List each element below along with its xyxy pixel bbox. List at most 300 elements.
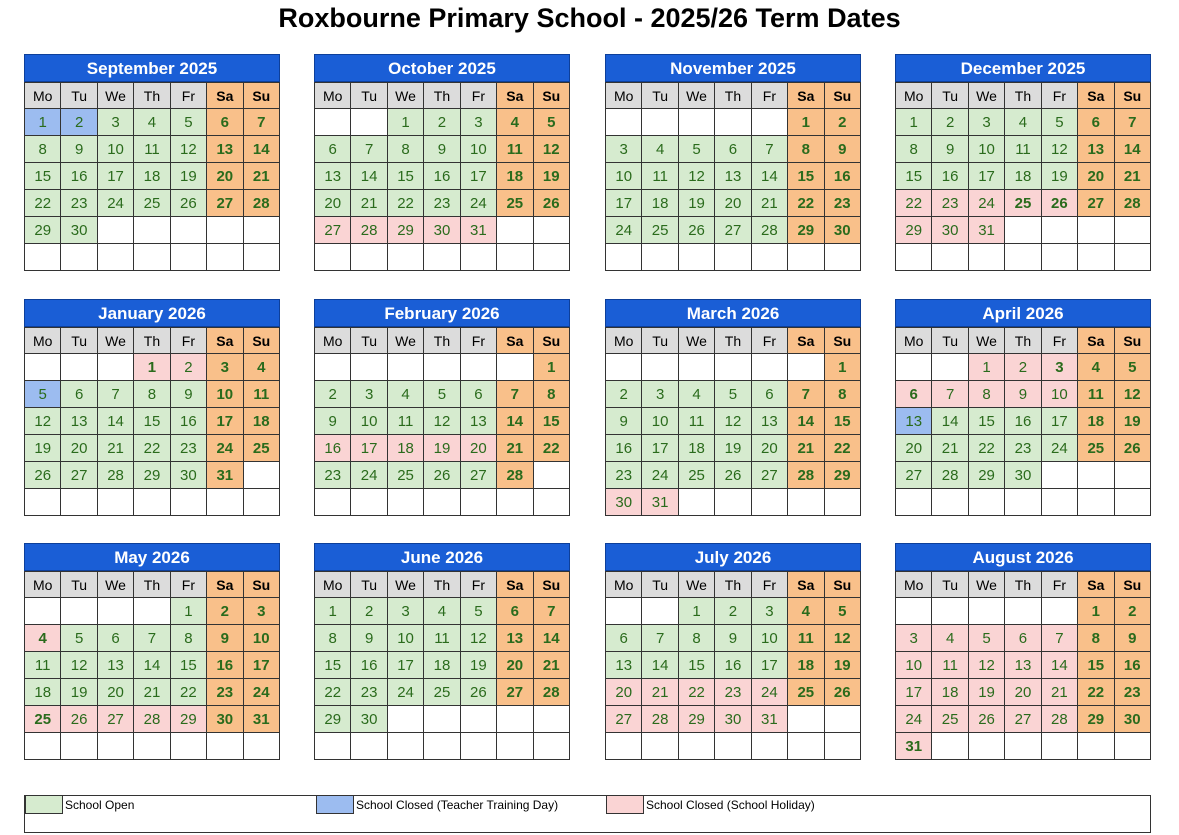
calendar-day: 29 [678, 706, 714, 733]
calendar-day: 27 [715, 217, 751, 244]
calendar-day: 31 [896, 733, 932, 760]
empty-cell [134, 598, 170, 625]
calendar-day: 9 [932, 136, 968, 163]
empty-cell [315, 489, 351, 516]
weekday-header: We [387, 328, 423, 354]
weekday-header: Th [1005, 572, 1041, 598]
empty-cell [678, 109, 714, 136]
month-title: September 2025 [24, 54, 280, 82]
calendar-day: 1 [788, 109, 824, 136]
calendar-day: 26 [715, 462, 751, 489]
month-title: October 2025 [314, 54, 570, 82]
calendar-day: 5 [25, 381, 61, 408]
calendar-day: 25 [25, 706, 61, 733]
calendar-day: 15 [387, 163, 423, 190]
calendar-day: 6 [751, 381, 787, 408]
calendar-day: 2 [315, 381, 351, 408]
calendar-day: 10 [387, 625, 423, 652]
empty-cell [751, 354, 787, 381]
calendar-day: 14 [932, 408, 968, 435]
calendar-day: 1 [533, 354, 569, 381]
calendar-day: 18 [497, 163, 533, 190]
weekday-header: Su [533, 83, 569, 109]
calendar-day: 26 [460, 679, 496, 706]
calendar-day: 27 [97, 706, 133, 733]
calendar-day: 20 [207, 163, 243, 190]
empty-cell [751, 109, 787, 136]
calendar-day: 21 [497, 435, 533, 462]
calendar-day: 11 [134, 136, 170, 163]
calendar-day: 19 [460, 652, 496, 679]
calendar-day: 9 [1114, 625, 1150, 652]
calendar-day: 3 [642, 381, 678, 408]
calendar-day: 20 [606, 679, 642, 706]
weekday-header: Tu [642, 83, 678, 109]
empty-cell [896, 489, 932, 516]
legend [24, 795, 1151, 833]
calendar-day: 3 [896, 625, 932, 652]
calendar-day: 10 [207, 381, 243, 408]
calendar-day: 27 [207, 190, 243, 217]
calendar-day: 9 [1005, 381, 1041, 408]
calendar-day: 29 [25, 217, 61, 244]
calendar-day: 23 [424, 190, 460, 217]
calendar-day: 26 [968, 706, 1004, 733]
month-title: December 2025 [895, 54, 1151, 82]
calendar-day: 31 [207, 462, 243, 489]
calendar-day: 5 [61, 625, 97, 652]
calendar-day: 19 [824, 652, 860, 679]
calendar-day: 13 [896, 408, 932, 435]
calendar-day: 6 [715, 136, 751, 163]
calendar-day: 22 [788, 190, 824, 217]
calendar-day: 3 [968, 109, 1004, 136]
calendar-day: 27 [497, 679, 533, 706]
calendar-day: 10 [968, 136, 1004, 163]
calendar-day: 5 [1041, 109, 1077, 136]
weekday-header: Tu [61, 83, 97, 109]
calendar-day: 14 [788, 408, 824, 435]
calendar-day: 13 [1078, 136, 1114, 163]
calendar-day: 18 [678, 435, 714, 462]
weekday-header: Fr [1041, 328, 1077, 354]
calendar-day: 15 [896, 163, 932, 190]
empty-cell [315, 109, 351, 136]
weekday-header: Th [424, 572, 460, 598]
calendar-day: 9 [715, 625, 751, 652]
calendar-day: 19 [1041, 163, 1077, 190]
calendar-day: 24 [207, 435, 243, 462]
calendar-day: 29 [824, 462, 860, 489]
empty-cell [497, 706, 533, 733]
calendar-day: 22 [896, 190, 932, 217]
weekday-header: Sa [497, 572, 533, 598]
weekday-header: Su [1114, 83, 1150, 109]
empty-cell [97, 244, 133, 271]
calendar-day: 8 [533, 381, 569, 408]
empty-cell [1005, 217, 1041, 244]
empty-cell [1041, 598, 1077, 625]
calendar-day: 21 [1041, 679, 1077, 706]
weekday-header: Th [134, 572, 170, 598]
calendar-day: 28 [751, 217, 787, 244]
empty-cell [424, 733, 460, 760]
month-calendar [605, 54, 861, 271]
calendar-day: 28 [134, 706, 170, 733]
calendar-day: 30 [932, 217, 968, 244]
calendar-day: 26 [678, 217, 714, 244]
calendar-day: 24 [1041, 435, 1077, 462]
calendar-day: 26 [533, 190, 569, 217]
weekday-header: Fr [170, 328, 206, 354]
empty-cell [134, 733, 170, 760]
weekday-header: Fr [751, 572, 787, 598]
calendar-day: 1 [315, 598, 351, 625]
empty-cell [170, 489, 206, 516]
calendar-day: 12 [170, 136, 206, 163]
calendar-day: 15 [533, 408, 569, 435]
empty-cell [424, 706, 460, 733]
empty-cell [932, 598, 968, 625]
calendar-day: 30 [1114, 706, 1150, 733]
calendar-day: 16 [1114, 652, 1150, 679]
weekday-header: Tu [642, 572, 678, 598]
calendar-day: 24 [642, 462, 678, 489]
empty-cell [497, 244, 533, 271]
legend-label: School Closed (Teacher Training Day) [356, 798, 559, 812]
weekday-header: Mo [606, 572, 642, 598]
weekday-header: Tu [351, 328, 387, 354]
calendar-day: 4 [134, 109, 170, 136]
calendar-day: 17 [751, 652, 787, 679]
calendar-day: 13 [1005, 652, 1041, 679]
calendar-day: 12 [61, 652, 97, 679]
empty-cell [606, 244, 642, 271]
weekday-header: Tu [932, 572, 968, 598]
weekday-header: Th [424, 83, 460, 109]
empty-cell [715, 244, 751, 271]
calendar-day: 18 [134, 163, 170, 190]
calendar-day: 27 [460, 462, 496, 489]
calendar-day: 2 [424, 109, 460, 136]
calendar-day: 15 [134, 408, 170, 435]
calendar-day: 11 [387, 408, 423, 435]
month-title: March 2026 [605, 299, 861, 327]
empty-cell [896, 244, 932, 271]
calendar-day: 21 [97, 435, 133, 462]
calendar-day: 23 [315, 462, 351, 489]
month-title: April 2026 [895, 299, 1151, 327]
empty-cell [61, 244, 97, 271]
weekday-header: Su [1114, 572, 1150, 598]
calendar-day: 16 [932, 163, 968, 190]
calendar-day: 12 [1041, 136, 1077, 163]
empty-cell [533, 217, 569, 244]
calendar-day: 8 [387, 136, 423, 163]
calendar-day: 20 [1005, 679, 1041, 706]
weekday-header: We [968, 572, 1004, 598]
calendar-day: 25 [932, 706, 968, 733]
calendar-day: 18 [642, 190, 678, 217]
empty-cell [968, 733, 1004, 760]
calendar-day: 6 [497, 598, 533, 625]
empty-cell [1078, 244, 1114, 271]
weekday-header: Th [715, 328, 751, 354]
calendar-day: 21 [751, 190, 787, 217]
calendar-day: 29 [170, 706, 206, 733]
calendar-day: 28 [351, 217, 387, 244]
weekday-header: Su [824, 572, 860, 598]
month-calendar [314, 54, 570, 271]
empty-cell [1005, 733, 1041, 760]
empty-cell [207, 217, 243, 244]
weekday-header: Fr [751, 328, 787, 354]
weekday-header: Tu [351, 83, 387, 109]
legend-swatch-open [25, 796, 63, 814]
legend-item-training [316, 796, 558, 814]
weekday-header: We [97, 83, 133, 109]
empty-cell [25, 489, 61, 516]
calendar-day: 11 [1005, 136, 1041, 163]
calendar-day: 15 [678, 652, 714, 679]
calendar-day: 20 [61, 435, 97, 462]
calendar-day: 23 [351, 679, 387, 706]
calendar-day: 11 [243, 381, 279, 408]
calendar-day: 28 [97, 462, 133, 489]
calendar-day: 15 [170, 652, 206, 679]
calendar-day: 16 [315, 435, 351, 462]
calendar-day: 26 [1114, 435, 1150, 462]
empty-cell [606, 354, 642, 381]
calendar-day: 28 [788, 462, 824, 489]
calendar-day: 18 [1005, 163, 1041, 190]
calendar-day: 8 [134, 381, 170, 408]
calendar-day: 10 [896, 652, 932, 679]
calendar-day: 17 [606, 190, 642, 217]
calendar-day: 6 [606, 625, 642, 652]
calendar-day: 19 [61, 679, 97, 706]
calendar-day: 3 [751, 598, 787, 625]
weekday-header: Sa [788, 328, 824, 354]
empty-cell [315, 244, 351, 271]
calendar-day: 10 [1041, 381, 1077, 408]
calendar-day: 1 [678, 598, 714, 625]
weekday-header: Th [715, 83, 751, 109]
calendar-day: 11 [424, 625, 460, 652]
calendar-day: 2 [606, 381, 642, 408]
calendar-day: 8 [678, 625, 714, 652]
calendar-day: 2 [207, 598, 243, 625]
calendar-day: 28 [533, 679, 569, 706]
empty-cell [243, 489, 279, 516]
calendar-day: 14 [642, 652, 678, 679]
calendar-day: 14 [1114, 136, 1150, 163]
calendar-day: 26 [424, 462, 460, 489]
calendar-day: 28 [932, 462, 968, 489]
calendar-day: 8 [25, 136, 61, 163]
month-title: January 2026 [24, 299, 280, 327]
weekday-header: We [97, 572, 133, 598]
calendar-day: 27 [896, 462, 932, 489]
calendar-day: 8 [1078, 625, 1114, 652]
empty-cell [315, 733, 351, 760]
page-title: Roxbourne Primary School - 2025/26 Term Dates [278, 3, 901, 33]
calendar-day: 19 [170, 163, 206, 190]
empty-cell [97, 489, 133, 516]
calendar-day: 24 [751, 679, 787, 706]
calendar-day: 7 [497, 381, 533, 408]
weekday-header: Sa [788, 572, 824, 598]
empty-cell [387, 354, 423, 381]
calendar-day: 21 [642, 679, 678, 706]
calendar-day: 24 [460, 190, 496, 217]
empty-cell [351, 733, 387, 760]
weekday-header: We [968, 328, 1004, 354]
calendar-day: 12 [533, 136, 569, 163]
weekday-header: Mo [315, 328, 351, 354]
calendar-day: 4 [642, 136, 678, 163]
calendar-day: 10 [243, 625, 279, 652]
calendar-day: 11 [25, 652, 61, 679]
empty-cell [824, 733, 860, 760]
weekday-header: Mo [315, 83, 351, 109]
weekday-header: Th [1005, 83, 1041, 109]
empty-cell [968, 598, 1004, 625]
calendar-day: 6 [315, 136, 351, 163]
weekday-header: Fr [170, 83, 206, 109]
calendar-day: 4 [1005, 109, 1041, 136]
legend-label: School Closed (School Holiday) [646, 798, 815, 812]
calendar-day: 4 [932, 625, 968, 652]
calendar-day: 9 [207, 625, 243, 652]
empty-cell [606, 598, 642, 625]
calendar-day: 20 [1078, 163, 1114, 190]
weekday-header: Sa [497, 83, 533, 109]
calendar-day: 15 [25, 163, 61, 190]
calendar-day: 28 [497, 462, 533, 489]
calendar-day: 2 [824, 109, 860, 136]
calendar-day: 4 [387, 381, 423, 408]
calendar-day: 16 [424, 163, 460, 190]
weekday-header: Tu [61, 572, 97, 598]
calendar-day: 15 [1078, 652, 1114, 679]
calendar-day: 1 [134, 354, 170, 381]
calendar-day: 25 [134, 190, 170, 217]
empty-cell [1078, 733, 1114, 760]
weekday-header: Mo [606, 83, 642, 109]
calendar-day: 14 [243, 136, 279, 163]
weekday-header: Sa [207, 572, 243, 598]
month-title: May 2026 [24, 543, 280, 571]
weekday-header: Su [243, 572, 279, 598]
calendar-day: 10 [751, 625, 787, 652]
calendar-day: 24 [387, 679, 423, 706]
calendar-day: 23 [715, 679, 751, 706]
empty-cell [932, 244, 968, 271]
calendar-day: 14 [497, 408, 533, 435]
calendar-day: 8 [896, 136, 932, 163]
empty-cell [25, 354, 61, 381]
calendar-day: 22 [387, 190, 423, 217]
calendar-day: 1 [968, 354, 1004, 381]
empty-cell [61, 733, 97, 760]
empty-cell [968, 244, 1004, 271]
calendar-day: 26 [824, 679, 860, 706]
calendar-day: 21 [134, 679, 170, 706]
empty-cell [351, 354, 387, 381]
month-title: February 2026 [314, 299, 570, 327]
empty-cell [387, 733, 423, 760]
calendar-day: 19 [1114, 408, 1150, 435]
empty-cell [896, 354, 932, 381]
calendar-day: 30 [207, 706, 243, 733]
calendar-day: 12 [968, 652, 1004, 679]
weekday-header: Mo [896, 83, 932, 109]
weekday-header: Su [533, 572, 569, 598]
calendar-day: 6 [1078, 109, 1114, 136]
calendar-day: 10 [97, 136, 133, 163]
calendar-day: 7 [97, 381, 133, 408]
empty-cell [315, 354, 351, 381]
empty-cell [25, 244, 61, 271]
calendar-day: 11 [1078, 381, 1114, 408]
weekday-header: Mo [896, 572, 932, 598]
weekday-header: Sa [497, 328, 533, 354]
empty-cell [97, 733, 133, 760]
weekday-header: We [678, 83, 714, 109]
empty-cell [824, 489, 860, 516]
empty-cell [1114, 462, 1150, 489]
calendar-day: 30 [61, 217, 97, 244]
calendar-day: 11 [497, 136, 533, 163]
calendar-day: 31 [642, 489, 678, 516]
empty-cell [170, 244, 206, 271]
calendar-day: 30 [715, 706, 751, 733]
empty-cell [788, 354, 824, 381]
calendar-day: 7 [134, 625, 170, 652]
empty-cell [533, 489, 569, 516]
calendar-day: 28 [243, 190, 279, 217]
calendar-day: 17 [387, 652, 423, 679]
calendar-day: 1 [170, 598, 206, 625]
empty-cell [1041, 733, 1077, 760]
weekday-header: Su [243, 328, 279, 354]
calendar-day: 4 [678, 381, 714, 408]
calendar-day: 11 [932, 652, 968, 679]
month-title: November 2025 [605, 54, 861, 82]
calendar-day: 18 [25, 679, 61, 706]
month-title: August 2026 [895, 543, 1151, 571]
empty-cell [932, 733, 968, 760]
calendar-day: 14 [533, 625, 569, 652]
calendar-day: 5 [1114, 354, 1150, 381]
calendar-day: 17 [207, 408, 243, 435]
empty-cell [642, 109, 678, 136]
weekday-header: Tu [932, 83, 968, 109]
weekday-header: Fr [1041, 83, 1077, 109]
calendar-day: 8 [788, 136, 824, 163]
calendar-day: 12 [1114, 381, 1150, 408]
calendar-day: 7 [243, 109, 279, 136]
calendar-day: 23 [824, 190, 860, 217]
calendar-day: 27 [1078, 190, 1114, 217]
empty-cell [642, 598, 678, 625]
calendar-day: 14 [134, 652, 170, 679]
empty-cell [1078, 489, 1114, 516]
calendar-day: 2 [61, 109, 97, 136]
empty-cell [824, 706, 860, 733]
empty-cell [460, 244, 496, 271]
